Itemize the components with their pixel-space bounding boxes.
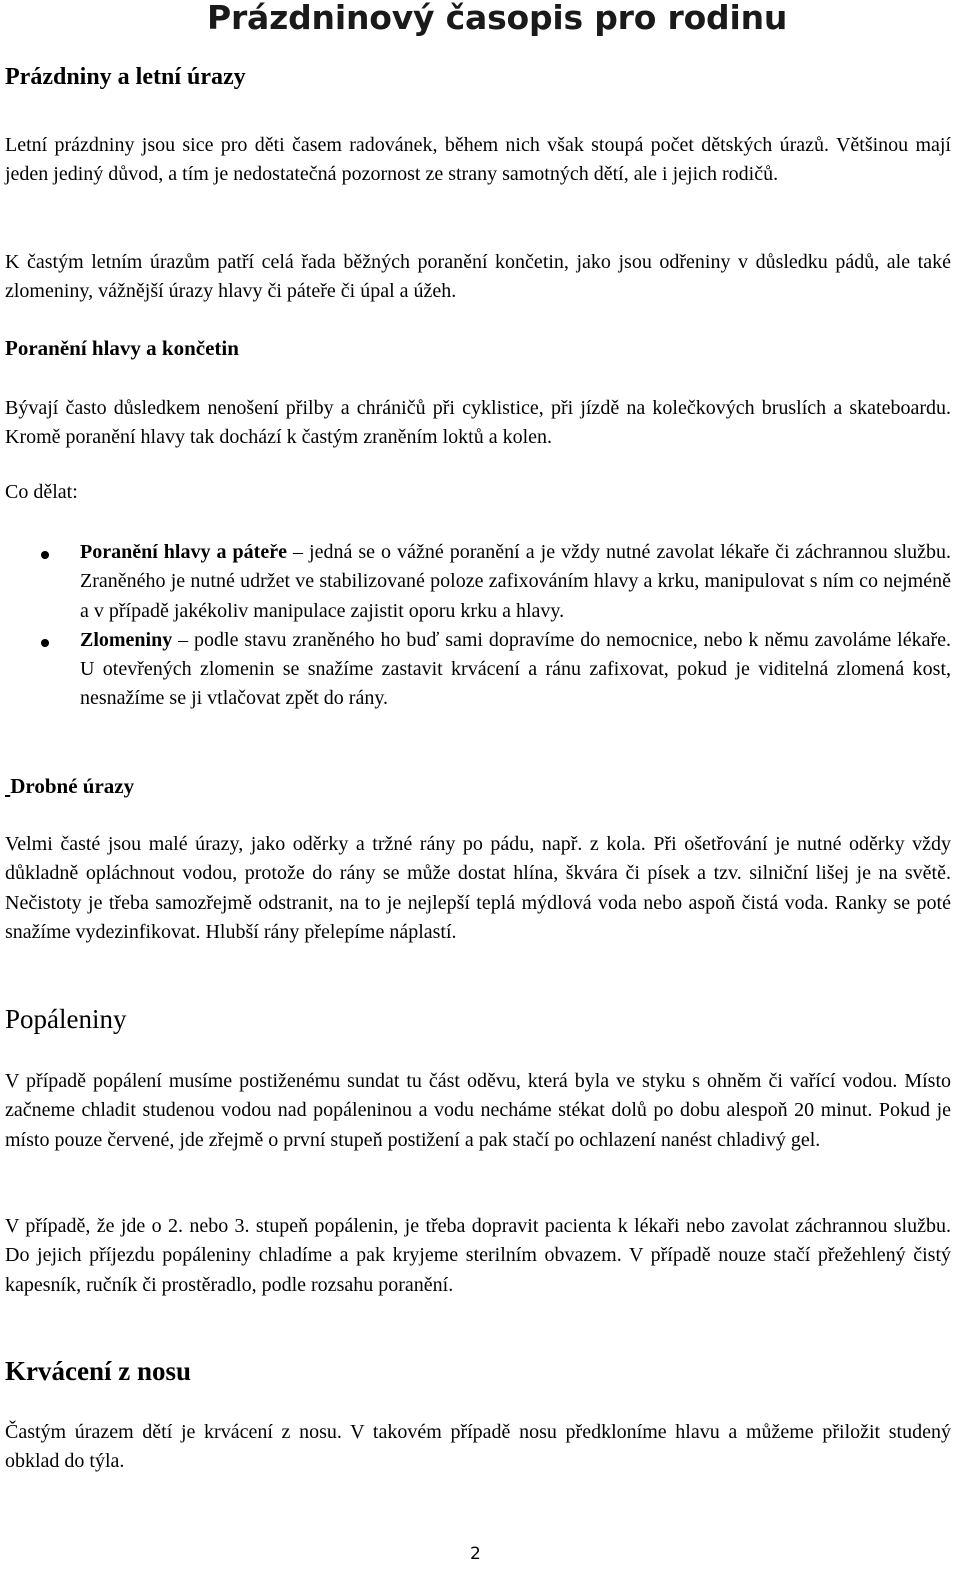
heading-minor-injuries-text: Drobné úrazy [10,774,135,798]
heading-summer-injuries: Prázdniny a letní úrazy [5,64,246,90]
list-item-text: – jedná se o vážné poranění a je vždy nutné zavolat lékaře či záchrannou službu. Zraněného je nutné udržet ve stabilizované poloze zafixováním hlavy a krku, manipulovat s ním co nejméně a v případě jakékoliv manipulace zajistit oporu krku a hlavy. [80,541,951,622]
first-aid-list [0,538,960,714]
paragraph-burns-2: V případě, že jde o 2. nebo 3. stupeň popálenin, je třeba dopravit pacienta k lékaři nebo zavolat záchrannou službu. Do jejich příjezdu popáleniny chladíme a pak kryjeme sterilním obvazem. V případě nouze stačí přežehlený čistý kapesník, ručník či prostěradlo, podle rozsahu poranění. [5,1215,951,1296]
list-item-term: Poranění hlavy a páteře [80,541,287,563]
paragraph-burns-1: V případě popálení musíme postiženému sundat tu část oděvu, která byla ve styku s ohněm či vařící vodou. Místo začneme chladit studenou vodou nad popáleninou a vodu necháme stékat dolů po dobu alespoň 20 minut. Pokud je místo pouze červené, jde zřejmě o první stupeň postižení a pak stačí po ochlazení nanést chladivý gel. [5,1070,951,1151]
list-item [0,538,951,626]
bullet-icon [41,639,49,647]
list-item [0,626,951,714]
paragraph-nosebleed: Častým úrazem dětí je krvácení z nosu. V takovém případě nosu předkloníme hlavu a můžeme přiložit studený obklad do týla. [5,1421,951,1473]
paragraph-intro: Letní prázdniny jsou sice pro děti časem radovánek, během nich však stoupá počet dětských úrazů. Většinou mají jeden jediný důvod, a tím je nedostatečná pozornost ze strany samotných dětí, ale i jejich rodičů. [5,134,951,186]
paragraph-common-injuries: K častým letním úrazům patří celá řada běžných poranění končetin, jako jsou odřeniny v důsledku pádů, ale také zlomeniny, vážnější úrazy hlavy či páteře či úpal a úžeh. [5,251,951,303]
heading-burns: Popáleniny [5,1004,127,1034]
paragraph-minor-injuries: Velmi časté jsou malé úrazy, jako oděrky a tržné rány po pádu, např. z kola. Při ošetřování je nutné oděrky vždy důkladně opláchnout vodou, protože do rány se může dostat hlína, škvára či písek a tzv. silniční lišej je na světě. Nečistoty je třeba samozřejmě odstranit, na to je nejlepší teplá mýdlová voda nebo aspoň čistá voda. Ranky se poté snažíme vydezinfikovat. Hlubší rány přelepíme náplastí. [5,833,951,943]
heading-head-limb-injuries: Poranění hlavy a končetin [5,336,239,360]
label-what-to-do: Co dělat: [5,481,78,503]
list-item-text: – podle stavu zraněného ho buď sami dopravíme do nemocnice, nebo k němu zavoláme lékaře. U otevřených zlomenin se snažíme zastavit krvácení a ránu zafixovat, pokud je viditelná zlomená kost, nesnažíme se ji vtlačovat zpět do rány. [80,628,951,710]
page-number: 2 [470,1544,481,1564]
paragraph-helmet: Bývají často důsledkem nenošení přilby a chráničů při cyklistice, při jízdě na kolečkových bruslích a skateboardu. Kromě poranění hlavy tak dochází k častým zraněním loktů a kolen. [5,397,951,449]
list-item-term: Zlomeniny [80,628,173,651]
magazine-title: Prázdninový časopis pro rodinu [207,0,788,37]
bullet-icon [41,551,49,559]
heading-nosebleed: Krvácení z nosu [5,1356,191,1386]
heading-minor-injuries [5,774,134,799]
